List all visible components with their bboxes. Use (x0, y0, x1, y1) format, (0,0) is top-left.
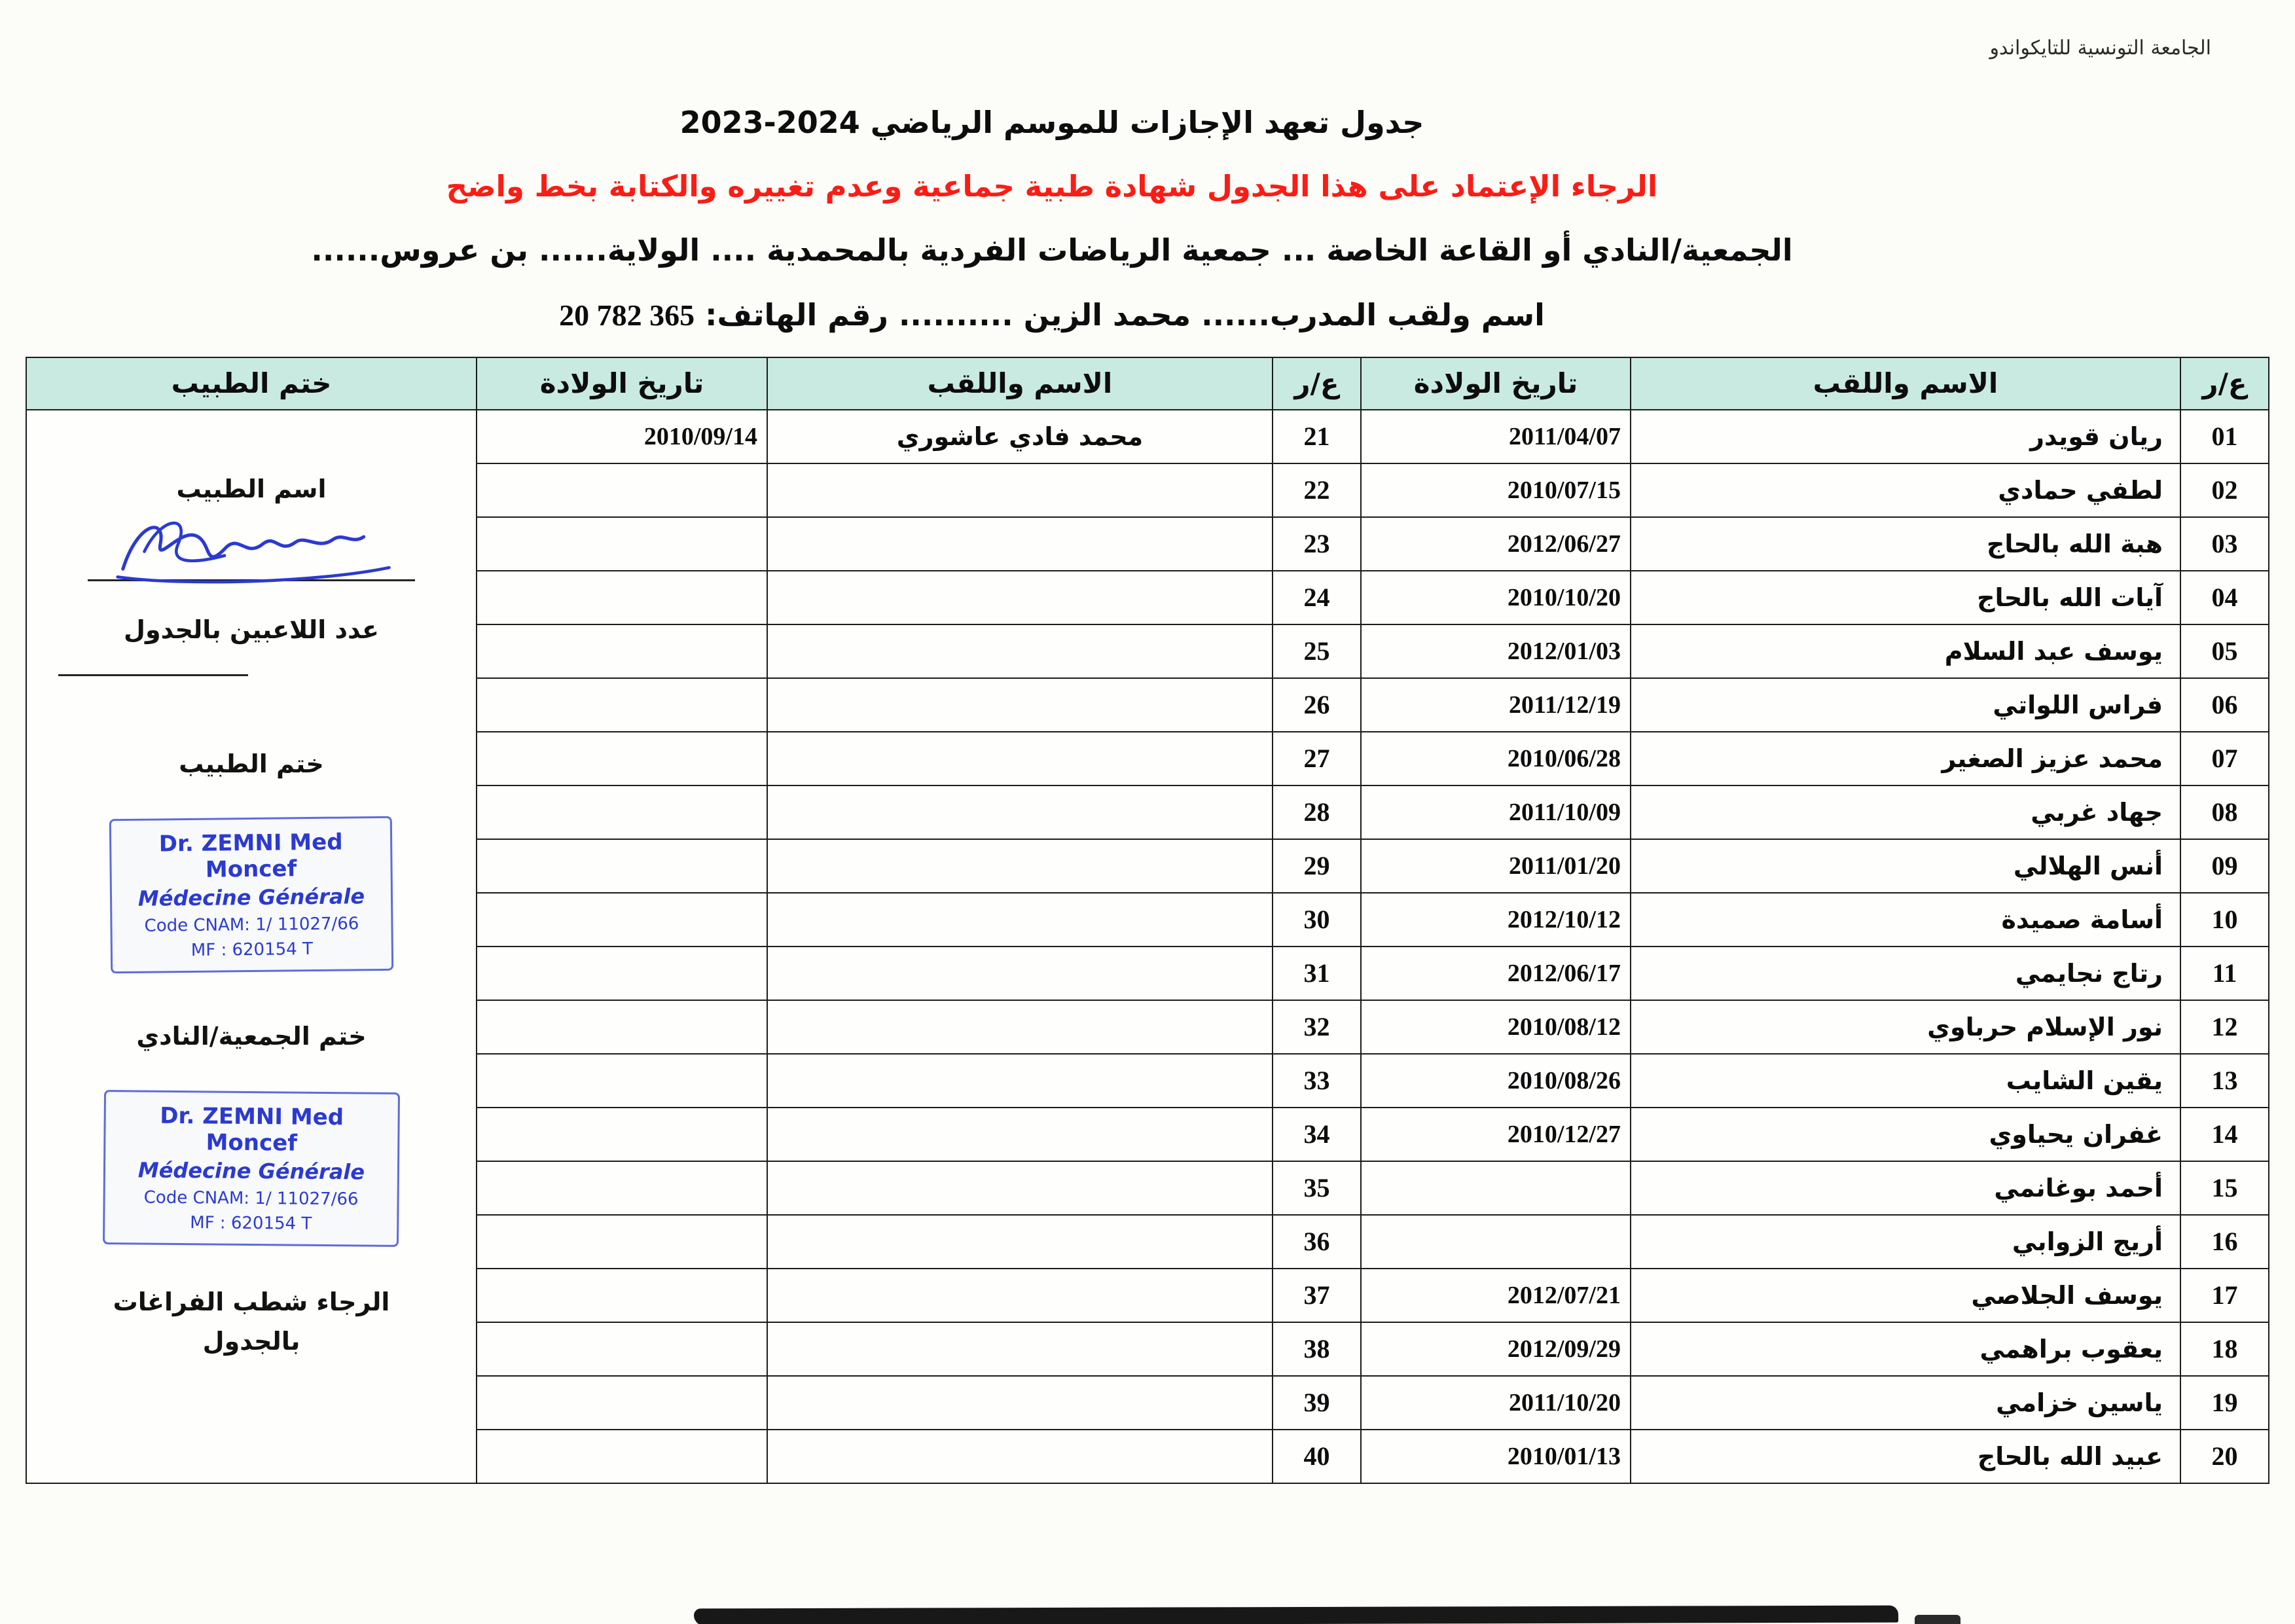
doctor-ink-stamp (109, 816, 393, 974)
doctor-stamp-column-content (27, 410, 476, 1356)
player-name-cell (767, 624, 1273, 678)
player-name-cell (767, 1215, 1273, 1269)
row-number-cell: 27 (1273, 732, 1361, 785)
birth-date-cell (477, 1215, 767, 1269)
birth-date-cell (477, 1322, 767, 1376)
stamp-specialty: Médecine Générale (137, 1157, 365, 1185)
birth-date-cell (477, 785, 767, 839)
col-header-number: ع/ر (2180, 357, 2269, 410)
player-name-cell: آيات الله بالحاج (1631, 571, 2180, 624)
row-number-cell: 39 (1273, 1376, 1361, 1430)
row-number-cell: 23 (1273, 517, 1361, 571)
stamp-doctor-name: Dr. ZEMNI Med Moncef (158, 829, 343, 883)
warning-note: الرجاء الإعتماد على هذا الجدول شهادة طبية جماعية وعدم تغييره والكتابة بخط واضح (446, 169, 1658, 204)
birth-date-cell (477, 1000, 767, 1054)
players-count-answer-line (58, 674, 248, 676)
licenses-table (26, 357, 2269, 1484)
club-governorate-line: الجمعية/النادي أو القاعة الخاصة ... جمعية الرياضات الفردية بالمحمدية .... الولاية...... بن عروس...... (311, 232, 1793, 268)
table-header-row (26, 357, 2269, 410)
doctor-stamp-cell (26, 410, 477, 1483)
player-name-cell: أسامة صميدة (1631, 893, 2180, 947)
federation-name: الجامعة التونسية للتايكواندو (1989, 37, 2211, 60)
col-header-name: الاسم واللقب (1631, 357, 2180, 410)
birth-date-cell (477, 571, 767, 624)
player-name-cell (767, 1000, 1273, 1054)
player-name-cell (767, 1376, 1273, 1430)
birth-date-cell: 2010/07/15 (1361, 463, 1631, 517)
player-name-cell: ياسين خزامي (1631, 1376, 2180, 1430)
row-number-cell: 11 (2180, 947, 2269, 1000)
scanner-edge-artifact-small (1915, 1615, 1961, 1624)
player-name-cell (767, 893, 1273, 947)
birth-date-cell: 2012/10/12 (1361, 893, 1631, 947)
player-name-cell (767, 517, 1273, 571)
player-name-cell: يوسف عبد السلام (1631, 624, 2180, 678)
row-number-cell: 08 (2180, 785, 2269, 839)
col-header-number: ع/ر (1273, 357, 1361, 410)
col-header-name: الاسم واللقب (767, 357, 1273, 410)
col-header-doctor-stamp: ختم الطبيب (26, 357, 477, 410)
row-number-cell: 17 (2180, 1269, 2269, 1322)
row-number-cell: 37 (1273, 1269, 1361, 1322)
phone-number: 20 782 365 (559, 298, 695, 332)
player-name-cell: رتاج نجايمي (1631, 947, 2180, 1000)
stamp-doctor-name: Dr. ZEMNI Med Moncef (160, 1102, 344, 1157)
birth-date-cell (477, 947, 767, 1000)
player-name-cell: عبيد الله بالحاج (1631, 1430, 2180, 1483)
player-name-cell (767, 1108, 1273, 1161)
birth-date-cell: 2010/12/27 (1361, 1108, 1631, 1161)
player-name-cell: أريج الزوابي (1631, 1215, 2180, 1269)
row-number-cell: 28 (1273, 785, 1361, 839)
birth-date-cell (477, 839, 767, 893)
player-name-cell: نور الإسلام حرباوي (1631, 1000, 2180, 1054)
birth-date-cell (477, 1161, 767, 1215)
row-number-cell: 25 (1273, 624, 1361, 678)
birth-date-cell: 2010/01/13 (1361, 1430, 1631, 1483)
stamp-mf-code: MF : 620154 T (190, 1213, 312, 1234)
player-name-cell: ريان قويدر (1631, 410, 2180, 463)
player-name-cell: لطفي حمادي (1631, 463, 2180, 517)
row-number-cell: 01 (2180, 410, 2269, 463)
row-number-cell: 35 (1273, 1161, 1361, 1215)
birth-date-cell: 2011/12/19 (1361, 678, 1631, 732)
birth-date-cell (477, 1430, 767, 1483)
row-number-cell: 03 (2180, 517, 2269, 571)
player-name-cell: أنس الهلالي (1631, 839, 2180, 893)
player-name-cell: يوسف الجلاصي (1631, 1269, 2180, 1322)
row-number-cell: 10 (2180, 893, 2269, 947)
coach-phone-line (0, 297, 2104, 333)
row-number-cell: 40 (1273, 1430, 1361, 1483)
row-number-cell: 07 (2180, 732, 2269, 785)
row-number-cell: 38 (1273, 1322, 1361, 1376)
birth-date-cell: 2010/06/28 (1361, 732, 1631, 785)
player-name-cell (767, 1054, 1273, 1108)
player-name-cell (767, 1322, 1273, 1376)
player-name-cell (767, 463, 1273, 517)
stamp-mf-code: MF : 620154 T (190, 939, 314, 960)
player-name-cell (767, 678, 1273, 732)
row-number-cell: 18 (2180, 1322, 2269, 1376)
row-number-cell: 22 (1273, 463, 1361, 517)
row-number-cell: 02 (2180, 463, 2269, 517)
row-number-cell: 29 (1273, 839, 1361, 893)
stamp-specialty: Médecine Générale (137, 884, 365, 911)
birth-date-cell (477, 517, 767, 571)
row-number-cell: 19 (2180, 1376, 2269, 1430)
row-number-cell: 04 (2180, 571, 2269, 624)
doctor-name-label: اسم الطبيب (176, 474, 327, 503)
birth-date-cell: 2011/10/20 (1361, 1376, 1631, 1430)
row-number-cell: 24 (1273, 571, 1361, 624)
row-number-cell: 14 (2180, 1108, 2269, 1161)
birth-date-cell (477, 1376, 767, 1430)
birth-date-cell (477, 1054, 767, 1108)
player-name-cell: فراس اللواتي (1631, 678, 2180, 732)
players-count-label: عدد اللاعبين بالجدول (124, 615, 379, 644)
birth-date-cell: 2010/10/20 (1361, 571, 1631, 624)
birth-date-cell (1361, 1161, 1631, 1215)
birth-date-cell (477, 624, 767, 678)
player-name-cell: أحمد بوغانمي (1631, 1161, 2180, 1215)
col-header-birthdate: تاريخ الولادة (477, 357, 767, 410)
row-number-cell: 26 (1273, 678, 1361, 732)
doctor-stamp-label: ختم الطبيب (179, 749, 324, 778)
col-header-birthdate: تاريخ الولادة (1361, 357, 1631, 410)
player-name-cell: هبة الله بالحاج (1631, 517, 2180, 571)
birth-date-cell: 2012/06/27 (1361, 517, 1631, 571)
doctor-signature-icon (98, 510, 405, 587)
row-number-cell: 31 (1273, 947, 1361, 1000)
player-name-cell: جهاد غربي (1631, 785, 2180, 839)
cross-out-blanks-note-line1: الرجاء شطب الفراغات (113, 1287, 390, 1316)
document-title: جدول تعهد الإجازات للموسم الرياضي 2024-2023 (679, 105, 1424, 140)
birth-date-cell: 2012/01/03 (1361, 624, 1631, 678)
club-ink-stamp (103, 1090, 400, 1247)
scanner-edge-artifact (694, 1606, 1898, 1624)
coach-line-text: اسم ولقب المدرب...... محمد الزين .......... رقم الهاتف: (705, 297, 1545, 333)
birth-date-cell (477, 463, 767, 517)
birth-date-cell (477, 1269, 767, 1322)
row-number-cell: 30 (1273, 893, 1361, 947)
player-name-cell (767, 839, 1273, 893)
row-number-cell: 34 (1273, 1108, 1361, 1161)
stamp-cnam-code: Code CNAM: 1/ 11027/66 (144, 914, 359, 936)
player-name-cell: يقين الشايب (1631, 1054, 2180, 1108)
row-number-cell: 33 (1273, 1054, 1361, 1108)
row-number-cell: 12 (2180, 1000, 2269, 1054)
birth-date-cell (477, 1108, 767, 1161)
row-number-cell: 13 (2180, 1054, 2269, 1108)
birth-date-cell: 2011/04/07 (1361, 410, 1631, 463)
player-name-cell (767, 1430, 1273, 1483)
player-name-cell (767, 571, 1273, 624)
row-number-cell: 20 (2180, 1430, 2269, 1483)
row-number-cell: 36 (1273, 1215, 1361, 1269)
birth-date-cell: 2012/07/21 (1361, 1269, 1631, 1322)
row-number-cell: 05 (2180, 624, 2269, 678)
document-header (0, 0, 2295, 333)
birth-date-cell: 2012/06/17 (1361, 947, 1631, 1000)
table-row (26, 410, 2269, 463)
cross-out-blanks-note-line2: بالجدول (202, 1326, 300, 1356)
player-name-cell: محمد عزيز الصغير (1631, 732, 2180, 785)
birth-date-cell (477, 893, 767, 947)
row-number-cell: 06 (2180, 678, 2269, 732)
birth-date-cell: 2012/09/29 (1361, 1322, 1631, 1376)
row-number-cell: 09 (2180, 839, 2269, 893)
player-name-cell (767, 785, 1273, 839)
birth-date-cell (1361, 1215, 1631, 1269)
row-number-cell: 16 (2180, 1215, 2269, 1269)
player-name-cell (767, 1269, 1273, 1322)
player-name-cell (767, 1161, 1273, 1215)
player-name-cell: محمد فادي عاشوري (767, 410, 1273, 463)
birth-date-cell: 2010/09/14 (477, 410, 767, 463)
birth-date-cell (477, 732, 767, 785)
club-stamp-label: ختم الجمعية/النادي (136, 1021, 367, 1051)
birth-date-cell: 2010/08/12 (1361, 1000, 1631, 1054)
player-name-cell (767, 947, 1273, 1000)
birth-date-cell: 2010/08/26 (1361, 1054, 1631, 1108)
row-number-cell: 32 (1273, 1000, 1361, 1054)
birth-date-cell: 2011/10/09 (1361, 785, 1631, 839)
row-number-cell: 21 (1273, 410, 1361, 463)
player-name-cell: غفران يحياوي (1631, 1108, 2180, 1161)
player-name-cell (767, 732, 1273, 785)
stamp-cnam-code: Code CNAM: 1/ 11027/66 (143, 1187, 359, 1210)
birth-date-cell: 2011/01/20 (1361, 839, 1631, 893)
player-name-cell: يعقوب براهمي (1631, 1322, 2180, 1376)
birth-date-cell (477, 678, 767, 732)
row-number-cell: 15 (2180, 1161, 2269, 1215)
